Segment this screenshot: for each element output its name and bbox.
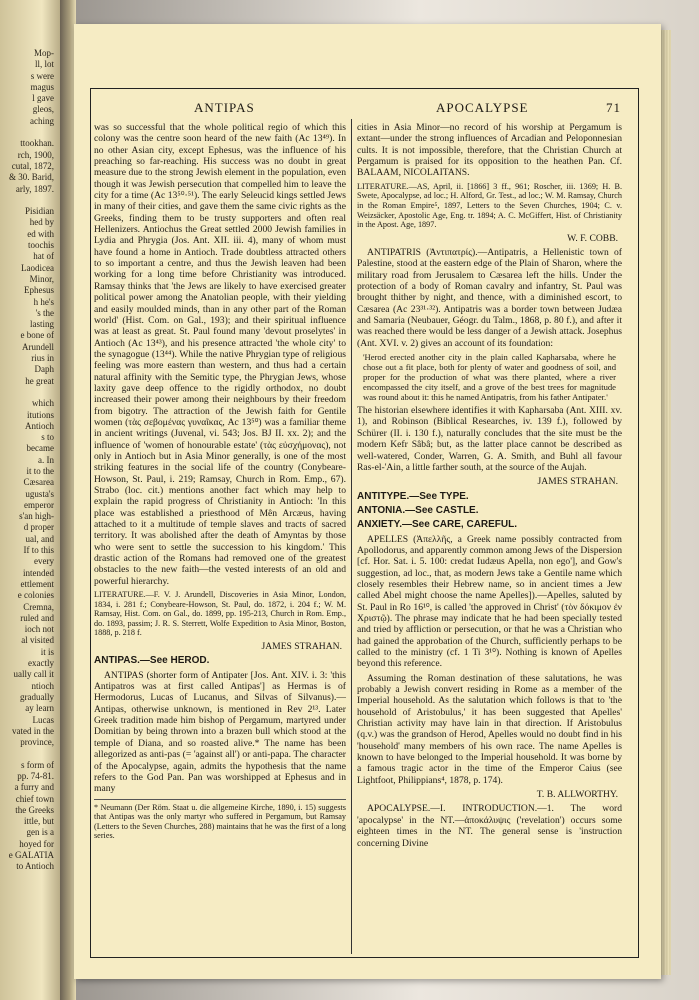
facing-page-line: gen is a [26,827,54,838]
facing-page-line [2,387,54,398]
facing-page-line: a furry and [14,782,54,793]
facing-page-line: e colonies [17,590,54,601]
column-rule [351,119,352,954]
facing-page-line: hoyed for [19,838,54,849]
facing-page-line: intended [23,567,54,578]
facing-page-line: Cæsarea [23,477,54,488]
antipatris-paragraph: The historian elsewhere identifies it with Kapharsaba (Ant. XIII. xv. 1), and Robinson (Biblical Researches, iv. 139 f.), followed by Schürer (II. i. 130 f.), naturally concludes that the site must be the modern Kefr Sâbâ; but, as the latter place cannot be described as well-watered, Conder, Warren, G. A. Smith, and Buhl all favour Ras-el-'Ain, a little farther south, at the source of the Aujah. [357,405,622,473]
facing-page-line: vated in the [12,725,54,736]
facing-page-line: ruled and [20,612,54,623]
facing-page-line: hed by [29,217,54,228]
facing-page-line: ual, and [25,533,54,544]
facing-page-line: province, [20,737,54,748]
facing-page-line: e bone of [20,330,54,341]
literature-note: LITERATURE.—F. V. J. Arundell, Discoveries in Asia Minor, London, 1834, i. 281 f.; Conybeare-Howson, St. Paul, do. 1872, i. 204 f.; W. M. Ramsay, Hist. Com. on Gal., do. 1899, pp. 195-213, Church in Rom. Emp., do. 1893, passim; J. R. S. Sterrett, Wolfe Expedition to Asia Minor, Boston, 1888, p. 218 f. [94,590,346,638]
facing-page-line: Minor, [29,273,54,284]
facing-page-line: ed with [27,228,54,239]
facing-page-line: Mop- [34,48,54,58]
author-signature: JAMES STRAHAN. [537,476,618,488]
antioch-paragraph: was so successful that the whole political regio of which this colony was the centre soon heard of the new faith (Ac 13⁴⁹). In no other Asian city, except Ephesus, was the influence of his preaching so far-reaching. His success was no doubt in great measure due to the strong Jewish element in the population, even though it was Jewish persecution that compelled him to leave the city for a time (Ac 13⁵⁰·⁵¹). The early Seleucid kings settled Jews in many of their cities, and gave them the same civic rights as the Greeks, finding them to be trusty supporters and often real Hellenizers. Antiochus the Great settled 2000 Jewish families in Lydia and Phrygia (Jos. Ant. XII. iii. 4), many of whom must have found a home in Antioch. Trade doubtless attracted others to so important a centre, and thus the Jewish leaven had been working for a long time before Christianity was introduced. Ramsay thinks that 'the Jews are likely to have exercised greater political power among the Anatolian people, with their yielding and easily moulded minds, than in any other part of the Roman world' (Hist. Com. on Gal., 193); and their spiritual influence was at least as great. St. Paul found many 'devout proselytes' in Antioch (Ac 13⁴³), and his presence attracted 'the whole city' to the synagogue (13⁴⁴). While the native Phrygian type of religious feeling was more eastern than western, and thus had a certain natural affinity with the Semitic type, the Phrygian Jews, whose laxity gave deep offence to the rigidly orthodox, no doubt increased their power among their neighbours by their freedom from bigotry. The attraction of the Jewish faith for Gentile women (τὰς σεβομένας γυναῖκας, Ac 13⁵⁰) was a familiar theme in ancient writings (Juvenal, vi. 543; Jos. BJ II. xx. 2); and the influence of 'women of honourable estate' (τὰς εὐσχήμονας), not only in Antioch but in Asia Minor generally, is one of the most striking features in the social life of the country (Conybeare-Howson, St. Paul, i. 219; Ramsay, Church in Rom. Emp., 67). Strabo (loc. cit.) mentions another fact which may help to explain the rapid progress of Christianity in Antioch: 'In this place was established a priesthood of Mên Arcæus, having attached to it a multitude of temple slaves and tracts of sacred territory. It was abolished after the death of Amyntas by those who were sent to settle the succession to his kingdom.' This drastic action of the Romans had removed one of the greatest obstacles to the new faith—the vested interests of an old and powerful hierarchy. [94,122,346,587]
facing-page-line: s'an high- [19,511,54,522]
facing-page-line: Ephesus [24,285,54,296]
literature-note: LITERATURE.—AS, April, ii. [1866] 3 ff., 961; Roscher, iii. 1369; H. B. Swete, Apocalypse, ad loc.; H. Alford, Gr. Test., ad loc.; W. M. Ramsay, Church in the Roman Empire⁵, 1897, Letters to the Seven Churches, 1904; C. v. Weizsäcker, Apostolic Age, Eng. tr. 1894; A. C. McGiffert, Hist. of Christianity in the Apost. Age, 1897. [357,181,622,230]
facing-page-line: If to this [23,545,54,556]
facing-page-line: a. In [38,454,54,465]
facing-page-edge [0,0,62,1000]
facing-page-line: ttookhan. [20,138,54,149]
entry-antipatris: ANTIPATRIS (Ἀντιπατρίς).—Antipatris, a Hellenistic town of Palestine, stood at the eastern edge of the Plain of Sharon, where the military road from Jerusalem to Cæsarea left the hills. Under the protection of a body of Roman cavalry and infantry, St. Paul was brought thither by night, and thence, with a diminished escort, to Cæsarea (Ac 23³¹·³²). Antipatris was a border town between Judæa and Samaria (Neubauer, Géogr. du Talm., 1868, p. 80 f.), and after it was reached there would be less danger of a Jewish attack. Josephus (Ant. XVI. v. 2) gives an account of its foundation: [357,247,622,349]
facing-page-line: ay learn [25,703,54,714]
entry-antitype: ANTITYPE.—See TYPE. [357,490,469,502]
entry-anxiety: ANXIETY.—See CARE, CAREFUL. [357,519,518,531]
facing-page-line: ntioch [31,680,54,691]
facing-page-line: itutions [26,409,54,420]
facing-page-line: it to the [26,465,54,476]
facing-page-line: every [34,556,54,567]
facing-page-line: cutal, 1872, [11,160,54,171]
entry-apelles: APELLES (Ἀπελλῆς, a Greek name possibly contracted from Apollodorus, and apparently common among Jews of the Dispersion [cf. Hor. Sat. i. 5. 100: credat Iudæus Apella, non ego'], and Gow's suggestion, ad loc., that, as modern Jews take a Gentile name which closely resembles their Hebrew name, so in ancient times a Jew called Abel might choose the name Apelles]).—Apelles, saluted by St. Paul in Ro 16¹⁰, is called 'the approved in Christ' (τὸν δόκιμον ἐν Χριστῷ). The phrase may indicate that he had been specially tested and tried by affliction or persecution, or that he was a Christian who had gained the approbation of the Church, sufficiently perhaps to be called to the ministry (cf. 1 Ti 3¹⁰). Nothing is known of Apelles beyond this reference. [357,533,622,670]
facing-page-line [2,195,54,206]
facing-page-line: h he's [33,296,54,307]
author-signature: T. B. ALLWORTHY. [536,789,618,801]
facing-page-line: emperor [24,499,54,510]
facing-page-line: Lucas [32,714,54,725]
facing-page-line: ugusta's [25,488,54,499]
author-signature: JAMES STRAHAN. [261,641,342,653]
apelles-paragraph: Assuming the Roman destination of these salutations, he was probably a Jewish convert residing in Rome as a member of the Imperial household. As the salutation which follows is that to 'the household of Aristobulus,' it has been suggested that Apelles' Christian activity may have lain in that direction. If Aristobulus (q.v.) was the grandson of Herod, Apelles would no doubt find in his 'household' many members of his own race. The name Apelles is known to have belonged to the Imperial household. It was borne by a famous tragic actor in the time of the Emperor Caius (see Lightfoot, Philippians⁴, 1878, p. 174). [357,672,622,786]
facing-page-line: which [32,398,54,409]
facing-page-line: aching [30,115,54,126]
facing-page-line [2,748,54,759]
facing-page-line: rius in [31,353,54,364]
running-head-right: APOCALYPSE [436,100,529,115]
facing-page-line: magus [30,81,54,92]
antipas-continued: cities in Asia Minor—no record of his worship at Pergamum is extant—under the strong influences of Arcadian and Peloponnesian cults. It is not impossible, therefore, that the Christian Church at Pergamum is praised for its opposition to the heathen Pan. Cf. BALAAM, NICOLAITANS. [357,122,622,179]
facing-page-line: ll, lot [34,59,54,70]
facing-page-line: s were [30,70,54,81]
facing-page-line: Arundell [22,341,54,352]
facing-page-line: s form of [21,759,54,770]
book-page [74,24,661,979]
facing-page-line: chief town [15,793,54,804]
facing-page-line: the Greeks [15,804,54,815]
facing-page-line: Pisidian [24,206,54,217]
facing-page-line: d proper [23,522,54,533]
facing-page-line: arly, 1897. [15,183,54,194]
facing-page-line: it is [40,646,54,657]
facing-page-line: rch, 1900, [17,149,54,160]
facing-page-line: Daph [34,364,54,375]
facing-page-line: Laodicea [21,262,54,273]
page-stack-edge [661,30,671,975]
entry-apocalypse: APOCALYPSE.—I. INTRODUCTION.—1. The word 'apocalypse' in the NT.—ἀποκάλυψις ('revelation') occurs some eighteen times in the NT. The general sense is 'instruction concerning Divine [357,803,622,849]
facing-page-line: hat of [33,251,54,262]
facing-page-line: toochis [28,240,54,251]
facing-page-line [2,127,54,138]
facing-page-line: ioch not [24,624,54,635]
entry-antipas-see-herod: ANTIPAS.—See HEROD. [94,655,210,667]
author-signature: W. F. COBB. [567,232,618,244]
facing-page-line: became [26,443,54,454]
running-head [94,98,634,118]
josephus-quote: 'Herod erected another city in the plain called Kapharsaba, where he chose out a fit place, both for plenty of water and goodness of soil, and proper for the production of what was there planted, where a river encompassed the city itself, and a grove of the best trees for magnitude was round about it: this he named Antipatris, from his father Antipater.' [363,352,616,403]
facing-page-text [2,48,54,873]
facing-page-line: e GALATIA [8,850,54,861]
facing-page-line: ittle, but [24,816,54,827]
entry-antonia: ANTONIA.—See CASTLE. [357,504,479,516]
facing-page-line: l gave [32,93,54,104]
facing-page-line: al visited [21,635,54,646]
facing-page-line: s to [41,432,54,443]
facing-page-line: ettlement [20,578,54,589]
right-column [357,122,622,852]
facing-page-line: lasting [30,319,54,330]
facing-page-line: Antioch [25,420,54,431]
facing-page-line: pp. 74-81. [17,771,54,781]
entry-antipas: ANTIPAS (shorter form of Antipater [Jos. Ant. XIV. i. 3: 'this Antipatros was at first called Antipas'] as Hermas is of Hermodorus, Lucas of Lucanus, and Silvas of Silvanus).—Antipas, otherwise unknown, is mentioned in Rev 2¹³. Later Greek tradition made him bishop of Pergamum, martyred under Domitian by being thrown into a brazen bull which stood at the temple of Diana, and so roasted alive.* The name has been allegorized as anti-pas (= 'against all') or anti-papa. The character of the Apocalypse, again, admits the hypothesis that the name refers to the God Pan. Pan was worshipped at Ephesus and in many [94,669,346,795]
facing-page-line: ually call it [13,669,54,680]
left-column [94,122,346,844]
facing-page-line: Cremna, [23,601,54,612]
running-head-left: ANTIPAS [194,100,255,115]
facing-page-line: & 30. Barid, [9,172,54,183]
page-number: 71 [606,100,621,115]
facing-page-line: 's the [35,307,54,318]
facing-page-line: to Antioch [16,861,54,872]
facing-page-line: gradually [20,691,54,702]
facing-page-line: he great [25,375,54,386]
facing-page-line: exactly [28,658,54,669]
footnote: * Neumann (Der Röm. Staat u. die allgemeine Kirche, 1890, i. 15) suggests that Antipas was the only martyr who suffered in Pergamum, but Ramsay (Letters to the Seven Churches, 288) maintains that he was the first of a long series. [94,799,346,841]
facing-page-line: gleos, [32,104,54,115]
